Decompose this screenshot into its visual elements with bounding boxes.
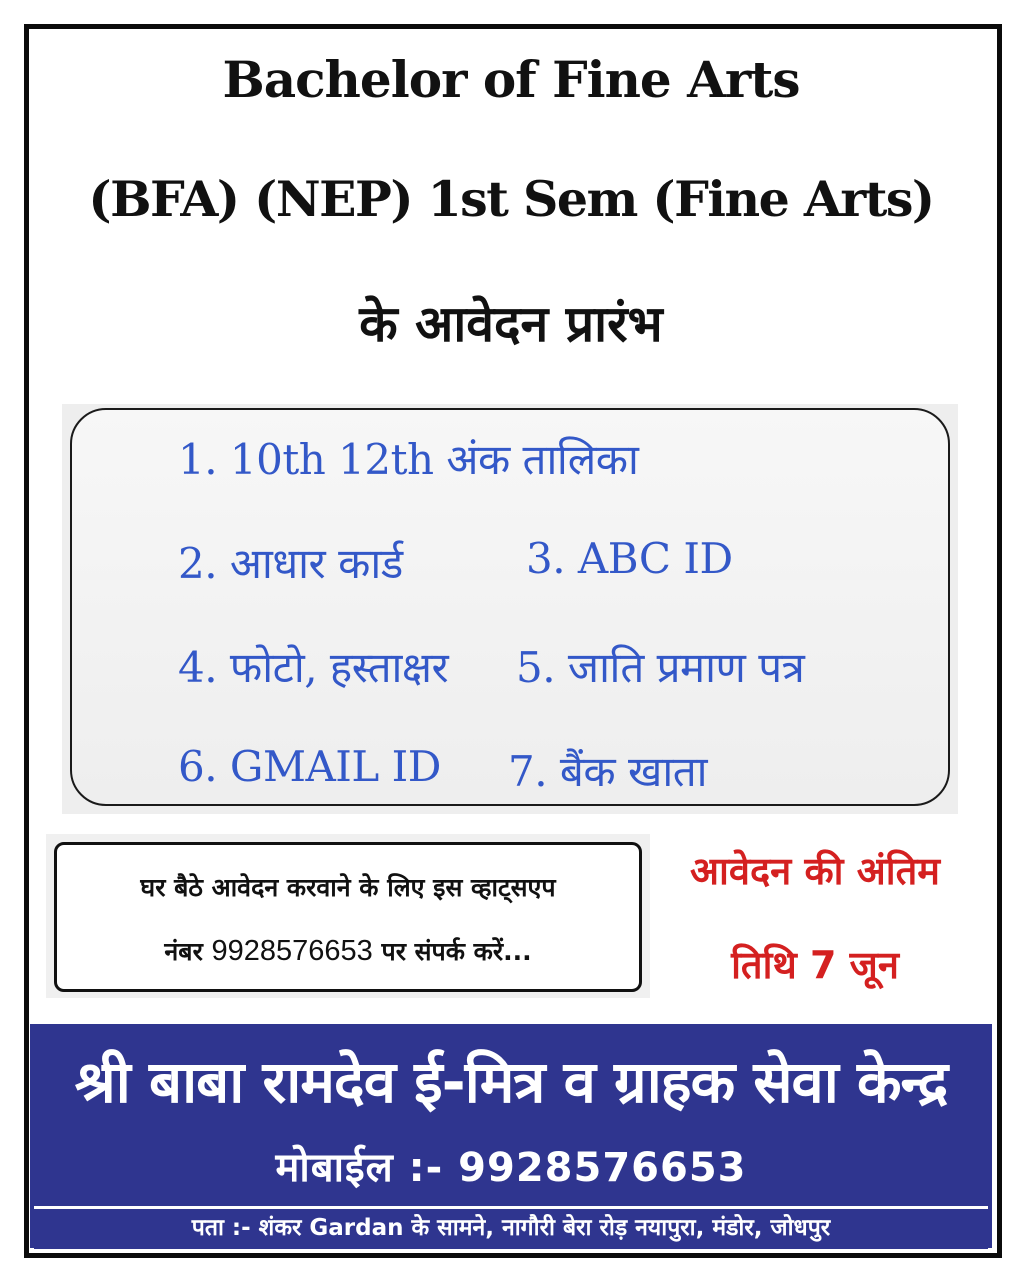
title-application-start: के आवेदन प्रारंभ — [359, 295, 663, 353]
title-course-name: Bachelor of Fine Arts — [222, 50, 800, 109]
contact-text-line1: घर बैठे आवेदन करवाने के लिए इस व्हाट्सएप — [140, 873, 556, 902]
center-mobile: मोबाईल :- 9928576653 — [275, 1145, 747, 1191]
contact-suffix: पर संपर्क करें... — [372, 937, 532, 966]
title-course-details: (BFA) (NEP) 1st Sem (Fine Arts) — [88, 170, 934, 228]
deadline-date: तिथि 7 जून — [731, 943, 899, 987]
document-item-photo-signature: 4. फोटो, हस्ताक्षर — [178, 643, 449, 692]
document-item-marksheet: 1. 10th 12th अंक तालिका — [178, 435, 639, 484]
contact-text-line2 — [54, 934, 642, 968]
contact-prefix: नंबर — [164, 937, 212, 966]
document-item-gmail-id: 6. GMAIL ID — [178, 742, 441, 791]
center-address: पता :- शंकर Gardan के सामने, नागौरी बेरा रोड़ नयापुरा, मंडोर, जोधपुर — [191, 1215, 831, 1241]
contact-box — [54, 842, 642, 992]
document-item-aadhaar: 2. आधार कार्ड — [178, 539, 403, 588]
document-item-caste-certificate: 5. जाति प्रमाण पत्र — [516, 643, 805, 692]
document-item-abc-id: 3. ABC ID — [526, 534, 733, 583]
center-name: श्री बाबा रामदेव ई-मित्र व ग्राहक सेवा केन्द्र — [74, 1048, 948, 1116]
deadline-label: आवेदन की अंतिम — [690, 849, 940, 893]
document-item-bank-account: 7. बैंक खाता — [508, 747, 708, 796]
contact-phone-number: 9928576653 — [211, 935, 373, 967]
